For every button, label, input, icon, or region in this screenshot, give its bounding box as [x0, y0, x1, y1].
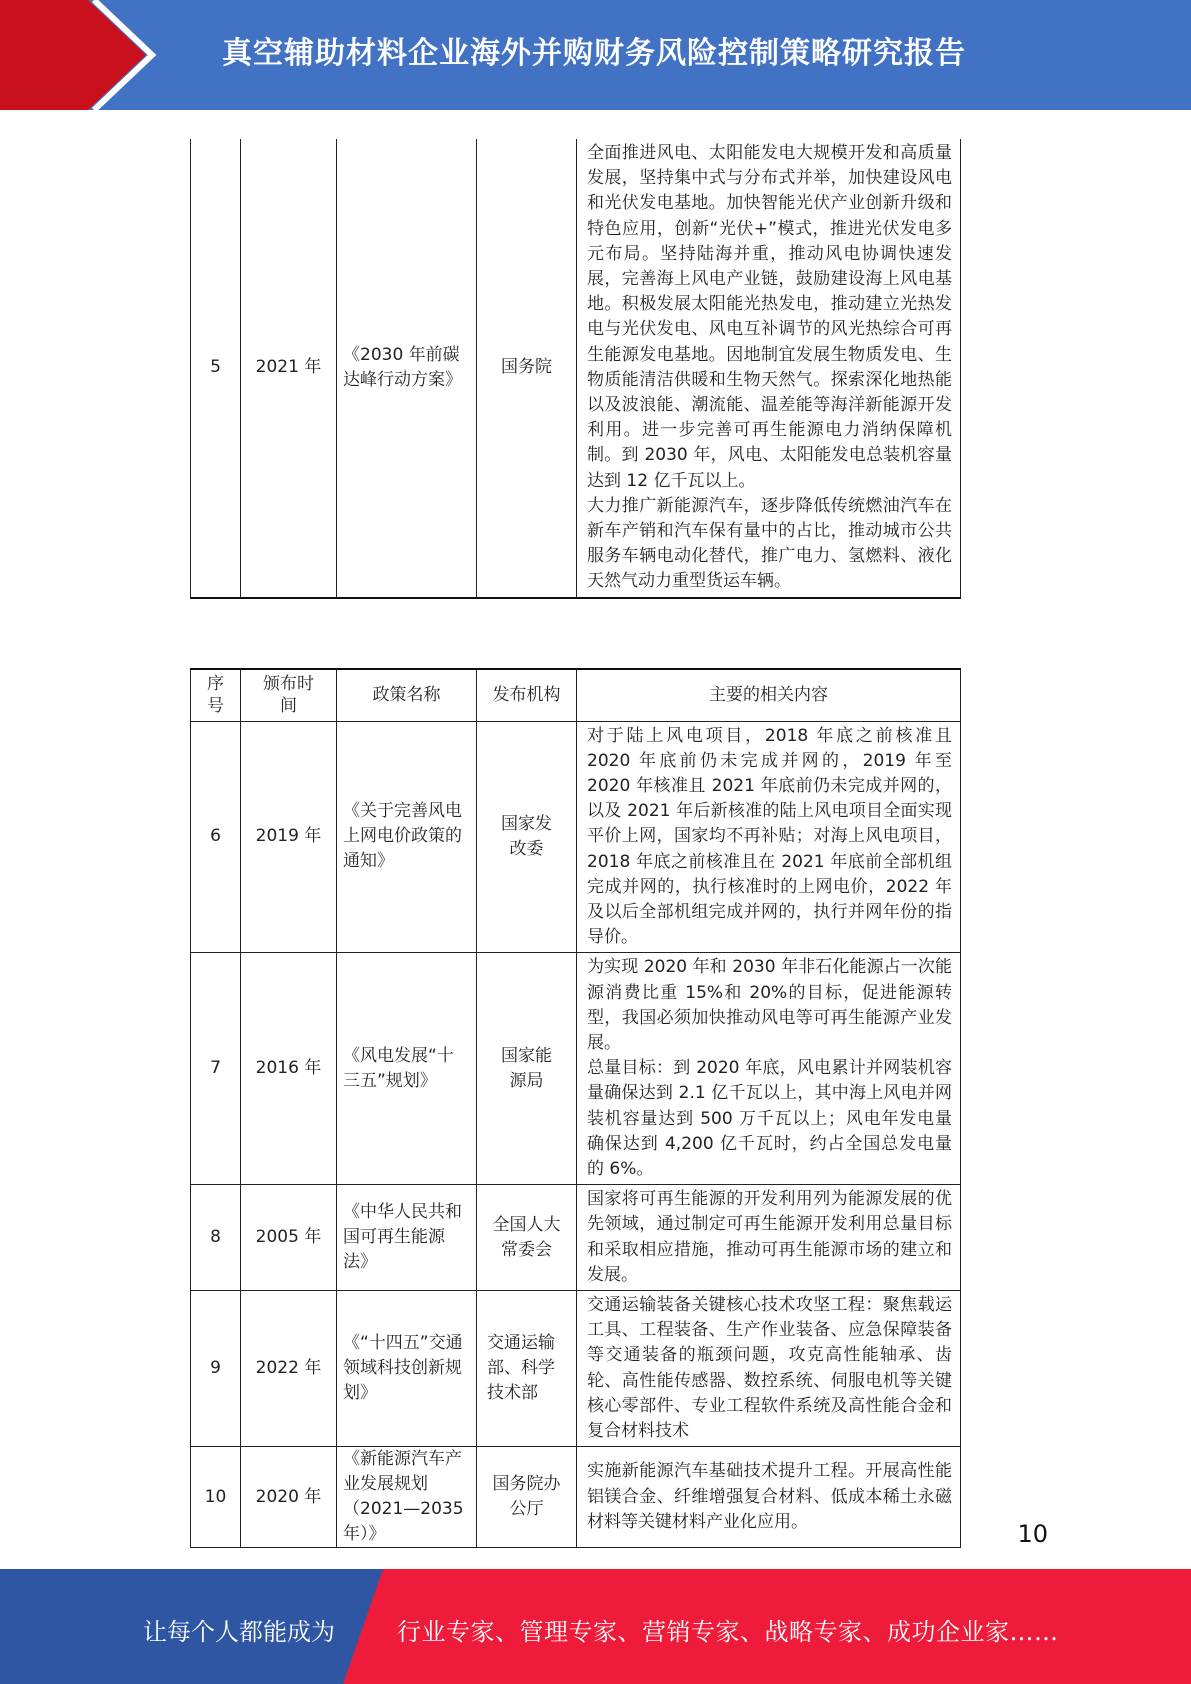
row-policy-name: 《2030 年前碳达峰行动方案》 [337, 139, 477, 598]
row-policy-name: 《新能源汽车产业发展规划（2021—2035 年）》 [337, 1447, 477, 1548]
document-title: 真空辅助材料企业海外并购财务风险控制策略研究报告 [222, 36, 966, 71]
header-red-chevron [0, 0, 146, 110]
row-policy-name: 《关于完善风电上网电价政策的通知》 [337, 721, 477, 953]
row-number: 6 [191, 721, 241, 953]
page-footer [0, 1569, 1191, 1684]
row-content [577, 721, 961, 953]
row-year: 2022 年 [241, 1290, 337, 1446]
policy-table [190, 668, 961, 1548]
table-row [191, 1185, 961, 1291]
table-row [191, 139, 961, 598]
row-issuer: 全国人大常委会 [477, 1185, 577, 1291]
row-content [577, 953, 961, 1185]
table-row [191, 1447, 961, 1548]
row-number: 10 [191, 1447, 241, 1548]
table-header-row [191, 669, 961, 721]
row-number: 8 [191, 1185, 241, 1291]
row-content [577, 1185, 961, 1291]
page-header [0, 0, 1191, 110]
row-year: 2019 年 [241, 721, 337, 953]
content-paragraph: 国家将可再生能源的开发利用列为能源发展的优先领域，通过制定可再生能源开发利用总量目标和采取相应措施，推动可再生能源市场的建立和发展。 [587, 1189, 952, 1285]
header-content: 主要的相关内容 [577, 669, 961, 721]
header-no: 序号 [191, 669, 241, 721]
row-number: 5 [191, 139, 241, 598]
row-year: 2020 年 [241, 1447, 337, 1548]
content-paragraph: 为实现 2020 年和 2030 年非石化能源占一次能源消费比重 15%和 20%的目标，促进能源转型，我国必须加快推动风电等可再生能源产业发展。 [587, 957, 952, 1053]
table-row [191, 1290, 961, 1446]
footer-slogan-right: 行业专家、管理专家、营销专家、战略专家、成功企业家…… [397, 1618, 1059, 1646]
row-policy-name: 《“十四五”交通领域科技创新规划》 [337, 1290, 477, 1446]
row-year: 2005 年 [241, 1185, 337, 1291]
content-paragraph: 总量目标：到 2020 年底，风电累计并网装机容量确保达到 2.1 亿千瓦以上，其中海上风电并网装机容量达到 500 万千瓦以上；风电年发电量确保达到 4,200 亿千瓦时，约占全国总发电量的 6%。 [587, 1058, 952, 1179]
policy-table-continued [190, 139, 961, 599]
row-year: 2016 年 [241, 953, 337, 1185]
table-row [191, 953, 961, 1185]
row-content [577, 1447, 961, 1548]
row-content [577, 1290, 961, 1446]
row-issuer: 国家发改委 [477, 721, 577, 953]
header-name: 政策名称 [337, 669, 477, 721]
row-issuer: 国家能源局 [477, 953, 577, 1185]
row-number: 9 [191, 1290, 241, 1446]
footer-slogan-left: 让每个人都能成为 [143, 1618, 335, 1646]
table-row [191, 721, 961, 953]
row-year: 2021 年 [241, 139, 337, 598]
content-paragraph: 交通运输装备关键核心技术攻坚工程：聚焦载运工具、工程装备、生产作业装备、应急保障装备等交通装备的瓶颈问题，攻克高性能轴承、齿轮、高性能传感器、数控系统、伺服电机等关键核心零部件、专业工程软件系统及高性能合金和复合材料技术 [587, 1294, 952, 1441]
row-policy-name: 《风电发展“十三五”规划》 [337, 953, 477, 1185]
page-number: 10 [1017, 1520, 1048, 1548]
header-year: 颁布时间 [241, 669, 337, 721]
content-paragraph: 实施新能源汽车基础技术提升工程。开展高性能铝镁合金、纤维增强复合材料、低成本稀土永磁材料等关键材料产业化应用。 [587, 1461, 952, 1532]
row-issuer: 国务院 [477, 139, 577, 598]
row-issuer: 国务院办公厅 [477, 1447, 577, 1548]
content-paragraph: 对于陆上风电项目，2018 年底之前核准且 2020 年底前仍未完成并网的，2019 年至 2020 年核准且 2021 年底前仍未完成并网的，以及 2021 年后新核准的陆上风电项目全面实现平价上网，国家均不再补贴；对海上风电项目，2018 年底之前核准且在 2021 年底前全部机组完成并网的，执行核准时的上网电价，2022 年及以后全部机组完成并网的，执行并网年份的指导价。 [587, 725, 952, 948]
row-issuer: 交通运输部、科学技术部 [477, 1290, 577, 1446]
header-issuer: 发布机构 [477, 669, 577, 721]
row-number: 7 [191, 953, 241, 1185]
row-policy-name: 《中华人民共和国可再生能源法》 [337, 1185, 477, 1291]
row-content [577, 139, 961, 598]
content-paragraph: 大力推广新能源汽车，逐步降低传统燃油汽车在新车产销和汽车保有量中的占比，推动城市公共服务车辆电动化替代，推广电力、氢燃料、液化天然气动力重型货运车辆。 [587, 495, 952, 592]
content-paragraph: 全面推进风电、太阳能发电大规模开发和高质量发展，坚持集中式与分布式并举，加快建设风电和光伏发电基地。加快智能光伏产业创新升级和特色应用，创新“光伏+”模式，推进光伏发电多元布局。坚持陆海并重，推动风电协调快速发展，完善海上风电产业链，鼓励建设海上风电基地。积极发展太阳能光热发电，推动建立光热发电与光伏发电、风电互补调节的风光热综合可再生能源发电基地。因地制宜发展生物质发电、生物质能清洁供暖和生物天然气。探索深化地热能以及波浪能、潮流能、温差能等海洋新能源开发利用。进一步完善可再生能源电力消纳保障机制。到 2030 年，风电、太阳能发电总装机容量达到 12 亿千瓦以上。 [587, 143, 952, 491]
